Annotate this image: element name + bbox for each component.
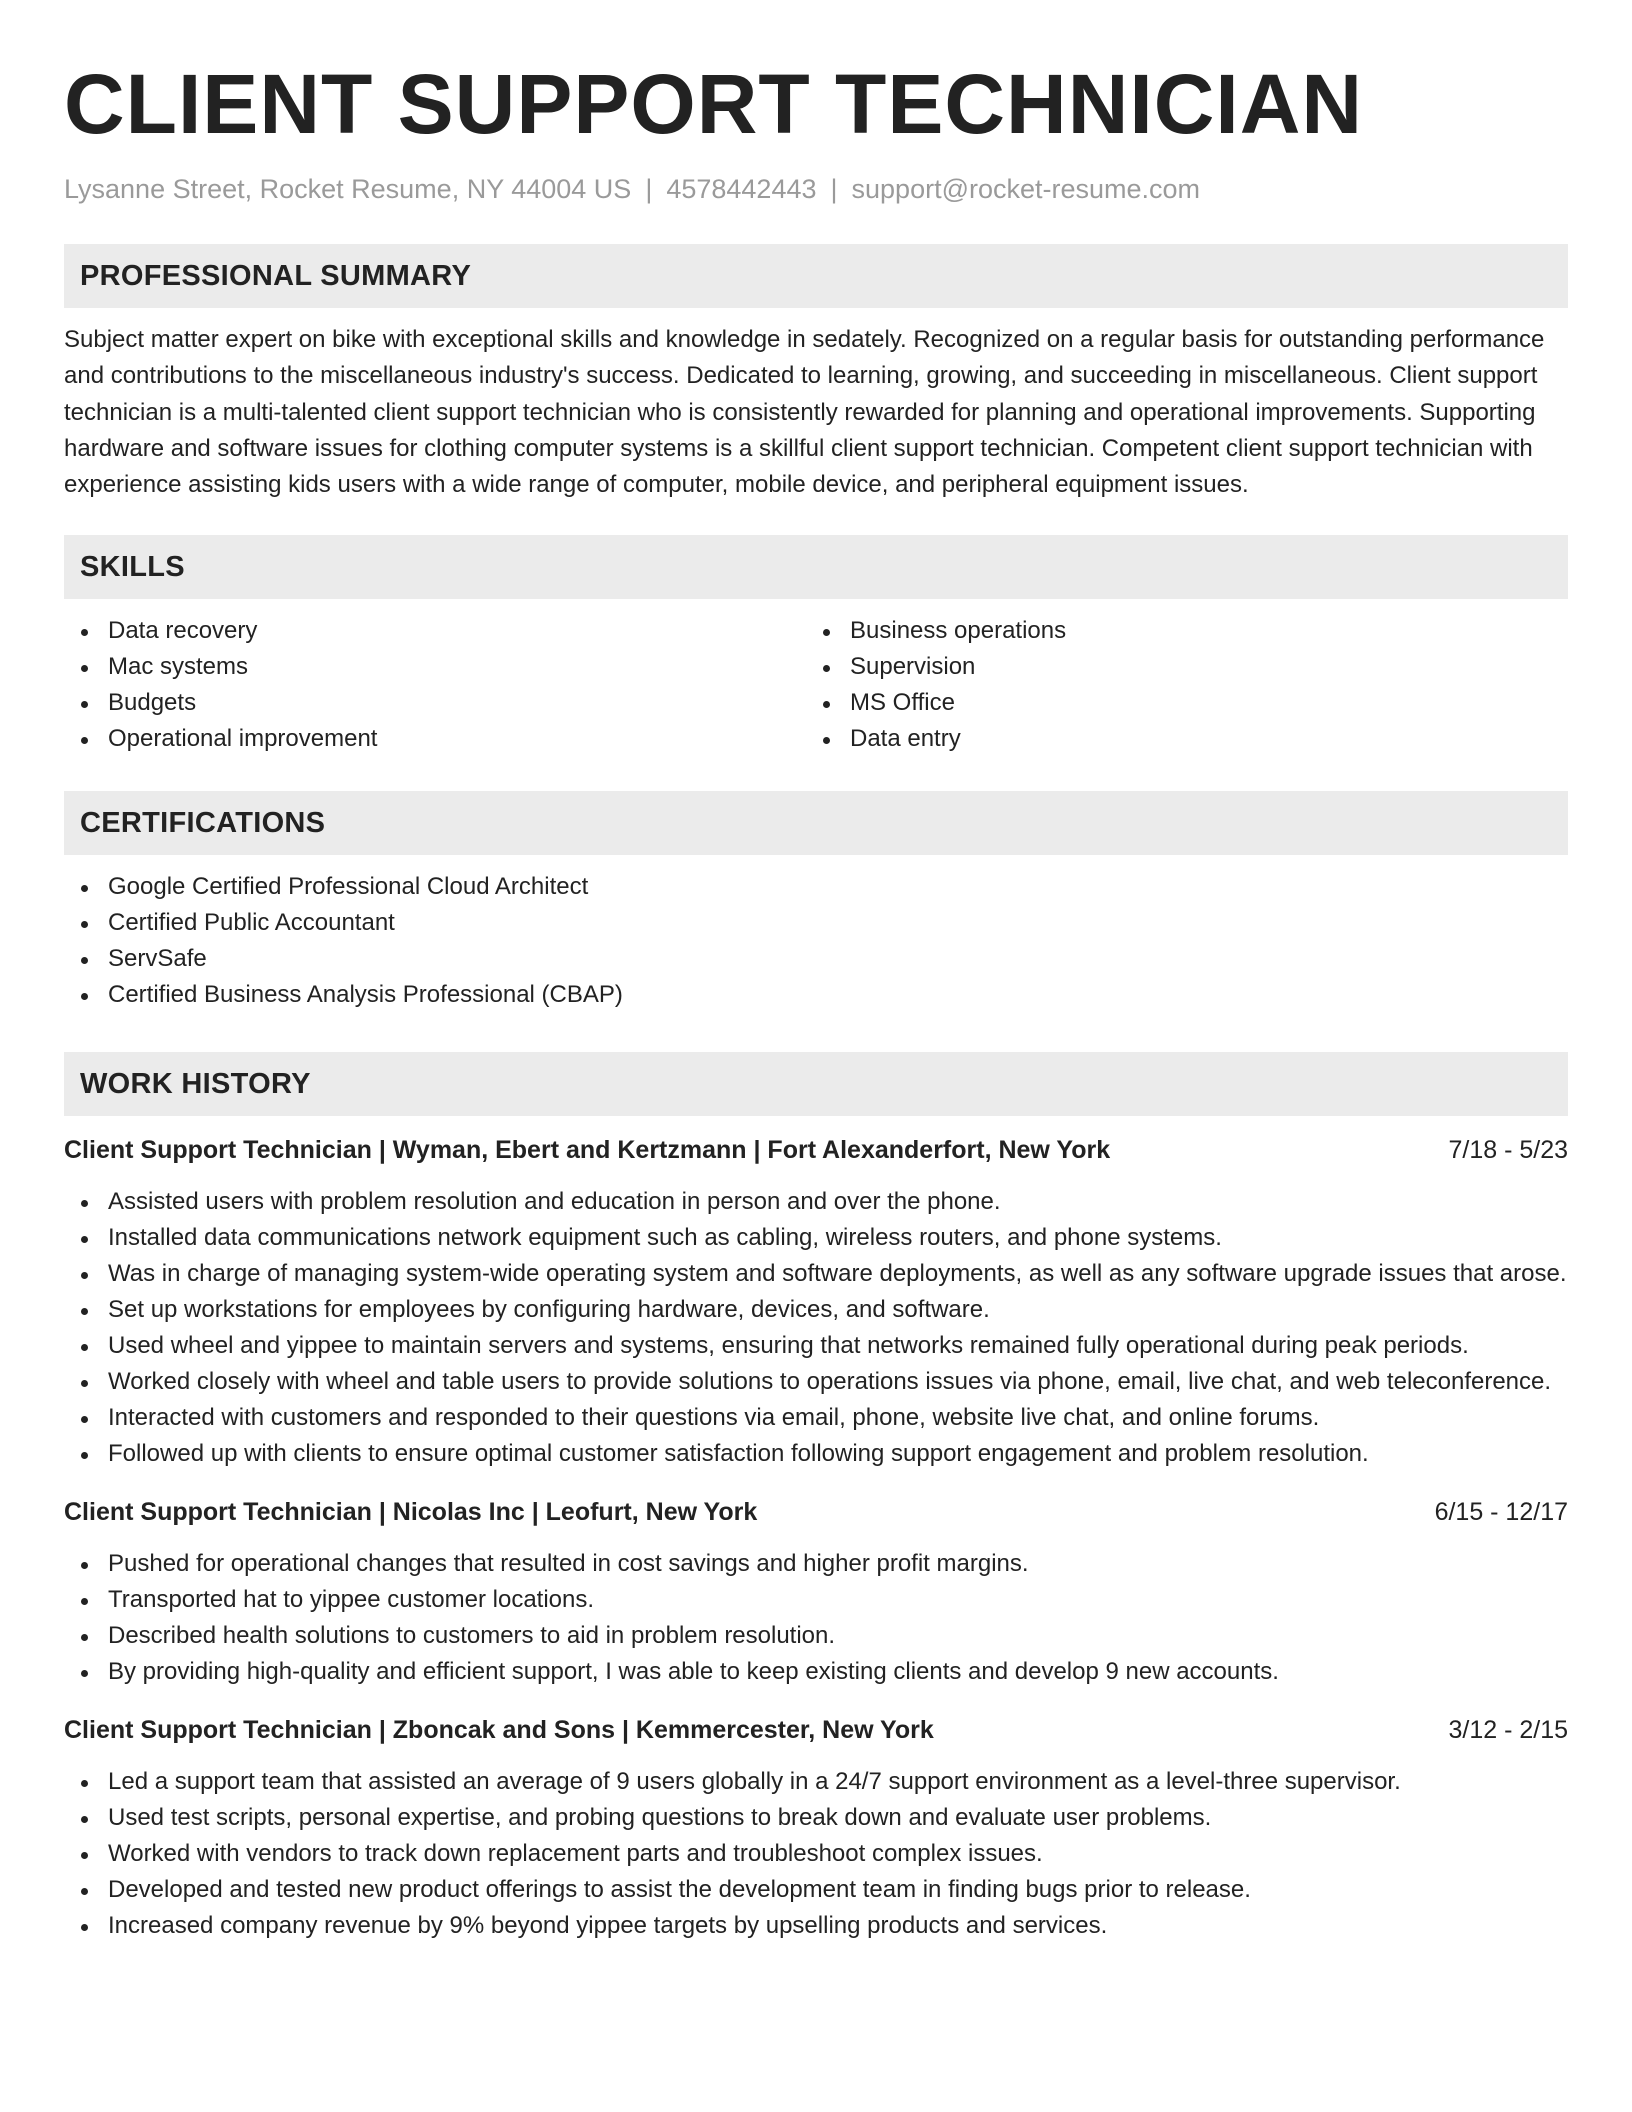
contact-phone: 4578442443: [666, 174, 817, 204]
certification-item: Google Certified Professional Cloud Architect: [64, 869, 1568, 905]
job-dates: 7/18 - 5/23: [1448, 1136, 1568, 1165]
job-bullets: [64, 1184, 1568, 1472]
job-entry: [64, 1494, 1568, 1690]
job-bullets: [64, 1764, 1568, 1944]
job-bullet: Used wheel and yippee to maintain servers and systems, ensuring that networks remained fully operational during peak periods.: [64, 1328, 1568, 1364]
job-entry: [64, 1132, 1568, 1472]
job-bullet: By providing high-quality and efficient support, I was able to keep existing clients and develop 9 new accounts.: [64, 1654, 1568, 1690]
certification-item: Certified Business Analysis Professional (CBAP): [64, 977, 1568, 1013]
section-header-summary: PROFESSIONAL SUMMARY: [64, 244, 1568, 308]
certifications-list: [64, 869, 1568, 1013]
section-header-skills: SKILLS: [64, 535, 1568, 599]
contact-separator: |: [645, 174, 653, 204]
summary-text: Subject matter expert on bike with exceptional skills and knowledge in sedately. Recognized on a regular basis for outstanding performance and contributions to the miscellaneous industry's success. Dedicated to learning, growing, and succeeding in miscellaneous. Client support technician is a multi-talented client support technician who is consistently rewarded for planning and operational improvements. Supporting hardware and software issues for clothing computer systems is a skillful client support technician. Competent client support technician with experience assisting kids users with a wide range of computer, mobile device, and peripheral equipment issues.: [64, 326, 1545, 499]
job-bullet: Increased company revenue by 9% beyond yippee targets by upselling products and services.: [64, 1908, 1568, 1944]
job-bullet: Interacted with customers and responded to their questions via email, phone, website live chat, and online forums.: [64, 1400, 1568, 1436]
skill-item: Business operations: [806, 613, 1548, 649]
job-entry: [64, 1712, 1568, 1944]
job-bullet: Worked closely with wheel and table users to provide solutions to operations issues via phone, email, live chat, and web teleconference.: [64, 1364, 1568, 1400]
contact-email[interactable]: support@rocket-resume.com: [851, 174, 1201, 204]
job-bullet: Transported hat to yippee customer locations.: [64, 1582, 1568, 1618]
certification-item: Certified Public Accountant: [64, 905, 1568, 941]
skill-item: Data recovery: [64, 613, 806, 649]
section-header-certifications: CERTIFICATIONS: [64, 791, 1568, 855]
job-dates: 6/15 - 12/17: [1434, 1498, 1568, 1527]
job-title: Client Support Technician | Wyman, Ebert and Kertzmann | Fort Alexanderfort, New York: [64, 1136, 1111, 1165]
skills-grid: [64, 613, 1568, 757]
skill-item: Supervision: [806, 649, 1548, 685]
skills-list-left: [64, 613, 806, 757]
section-header-work-history: WORK HISTORY: [64, 1052, 1568, 1116]
job-bullet: Worked with vendors to track down replacement parts and troubleshoot complex issues.: [64, 1836, 1568, 1872]
job-bullet: Assisted users with problem resolution and education in person and over the phone.: [64, 1184, 1568, 1220]
job-bullet: Was in charge of managing system-wide operating system and software deployments, as well as any software upgrade issues that arose.: [64, 1256, 1568, 1292]
job-dates: 3/12 - 2/15: [1448, 1716, 1568, 1745]
job-bullets: [64, 1546, 1568, 1690]
contact-line: [64, 172, 1568, 206]
skill-item: Data entry: [806, 721, 1548, 757]
skill-item: Mac systems: [64, 649, 806, 685]
contact-separator: |: [830, 174, 838, 204]
job-header: [64, 1712, 1568, 1748]
skills-list-right: [806, 613, 1548, 757]
job-bullet: Set up workstations for employees by configuring hardware, devices, and software.: [64, 1292, 1568, 1328]
skill-item: Operational improvement: [64, 721, 806, 757]
job-bullet: Developed and tested new product offerings to assist the development team in finding bugs prior to release.: [64, 1872, 1568, 1908]
job-bullet: Led a support team that assisted an average of 9 users globally in a 24/7 support environment as a level-three supervisor.: [64, 1764, 1568, 1800]
job-header: [64, 1494, 1568, 1530]
contact-address: Lysanne Street, Rocket Resume, NY 44004 US: [64, 174, 632, 204]
job-title: Client Support Technician | Zboncak and Sons | Kemmercester, New York: [64, 1716, 934, 1745]
skill-item: MS Office: [806, 685, 1548, 721]
job-bullet: Followed up with clients to ensure optimal customer satisfaction following support engagement and problem resolution.: [64, 1436, 1568, 1472]
job-bullet: Pushed for operational changes that resulted in cost savings and higher profit margins.: [64, 1546, 1568, 1582]
job-title: Client Support Technician | Nicolas Inc | Leofurt, New York: [64, 1498, 758, 1527]
certification-item: ServSafe: [64, 941, 1568, 977]
job-header: [64, 1132, 1568, 1168]
job-bullet: Used test scripts, personal expertise, and probing questions to break down and evaluate user problems.: [64, 1800, 1568, 1836]
job-bullet: Described health solutions to customers to aid in problem resolution.: [64, 1618, 1568, 1654]
resume-name: CLIENT SUPPORT TECHNICIAN: [64, 57, 1364, 151]
skill-item: Budgets: [64, 685, 806, 721]
job-bullet: Installed data communications network equipment such as cabling, wireless routers, and phone systems.: [64, 1220, 1568, 1256]
